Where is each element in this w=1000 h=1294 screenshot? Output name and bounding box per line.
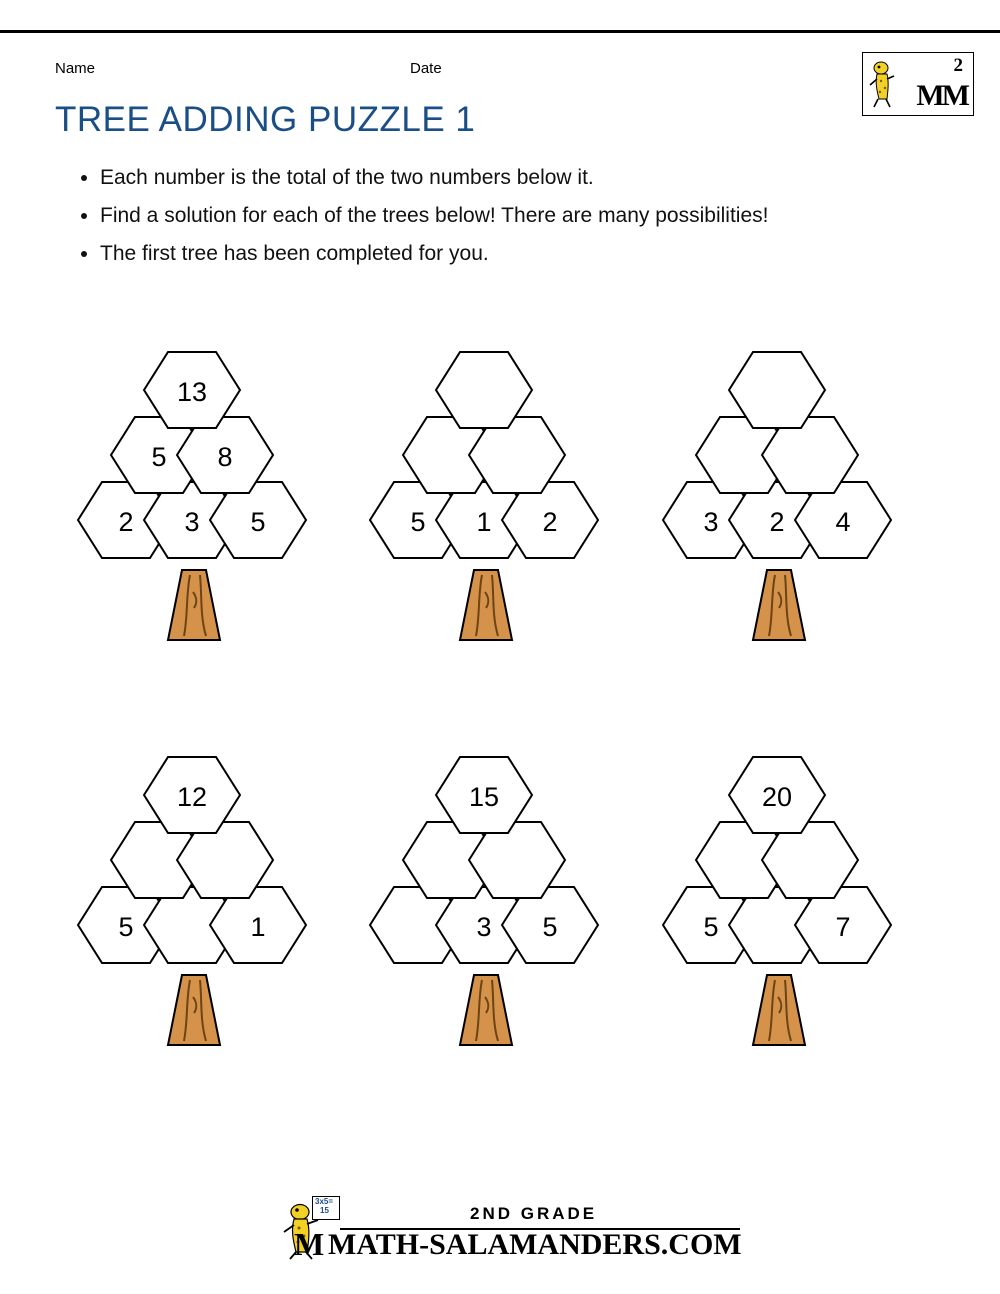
cell-bottom-1: 2 — [118, 507, 134, 537]
instructions-list — [70, 160, 920, 274]
logo-grade-number: 2 — [953, 55, 963, 76]
tree-puzzle-5 — [352, 725, 652, 1065]
cell-bottom-3: 5 — [542, 912, 558, 942]
cell-middle-2: 8 — [217, 442, 233, 472]
tree-trunk — [460, 975, 512, 1045]
cell-bottom-1: 5 — [410, 507, 426, 537]
cell-bottom-2: 1 — [476, 507, 492, 537]
page-footer — [0, 1190, 1000, 1280]
tree-puzzle-6 — [645, 725, 945, 1065]
footer-grade: 2ND GRADE — [470, 1204, 598, 1223]
date-label: Date — [410, 60, 442, 77]
tree-trunk — [168, 975, 220, 1045]
cell-bottom-3: 5 — [250, 507, 266, 537]
cell-bottom-2: 3 — [184, 507, 200, 537]
cell-bottom-3: 2 — [542, 507, 558, 537]
cell-top-1: 20 — [761, 782, 793, 812]
tree-puzzle-1 — [60, 320, 360, 660]
instruction-item: • Find a solution for each of the trees below! There are many possibilities! — [100, 198, 920, 234]
cell-top-1: 13 — [176, 377, 208, 407]
logo-mark: MM — [916, 79, 967, 112]
top-divider — [0, 30, 1000, 33]
puzzle-row-2 — [0, 725, 1000, 1085]
puzzle-grid — [0, 320, 1000, 1085]
instruction-item: • The first tree has been completed for you. — [100, 236, 920, 272]
cell-bottom-2: 3 — [476, 912, 492, 942]
instruction-item: • Each number is the total of the two numbers below it. — [100, 160, 920, 196]
cell-bottom-3: 1 — [250, 912, 266, 942]
name-label: Name — [55, 60, 96, 77]
cell-top-1: 15 — [468, 782, 500, 812]
page-title: TREE ADDING PUZZLE 1 — [55, 100, 476, 139]
cell-bottom-1: 3 — [703, 507, 719, 537]
cell-bottom-2: 2 — [769, 507, 785, 537]
footer-badge-top: 3x5= — [315, 1197, 334, 1206]
footer-logo-mark: M — [294, 1226, 321, 1262]
cell-bottom-3: 4 — [835, 507, 851, 537]
salamander-mascot-icon — [867, 59, 905, 109]
cell-top-1: 12 — [176, 782, 208, 812]
tree-puzzle-3 — [645, 320, 945, 660]
footer-url: MATH-SALAMANDERS.COM — [328, 1228, 742, 1261]
header-logo — [862, 52, 974, 116]
footer-badge — [312, 1196, 340, 1220]
tree-trunk — [753, 570, 805, 640]
tree-puzzle-2 — [352, 320, 652, 660]
cell-bottom-1: 5 — [118, 912, 134, 942]
footer-badge-bottom: 15 — [320, 1206, 329, 1215]
tree-trunk — [168, 570, 220, 640]
tree-trunk — [753, 975, 805, 1045]
tree-puzzle-4 — [60, 725, 360, 1065]
tree-trunk — [460, 570, 512, 640]
cell-bottom-1: 5 — [703, 912, 719, 942]
puzzle-row-1 — [0, 320, 1000, 680]
cell-middle-1: 5 — [151, 442, 167, 472]
cell-bottom-3: 7 — [835, 912, 851, 942]
